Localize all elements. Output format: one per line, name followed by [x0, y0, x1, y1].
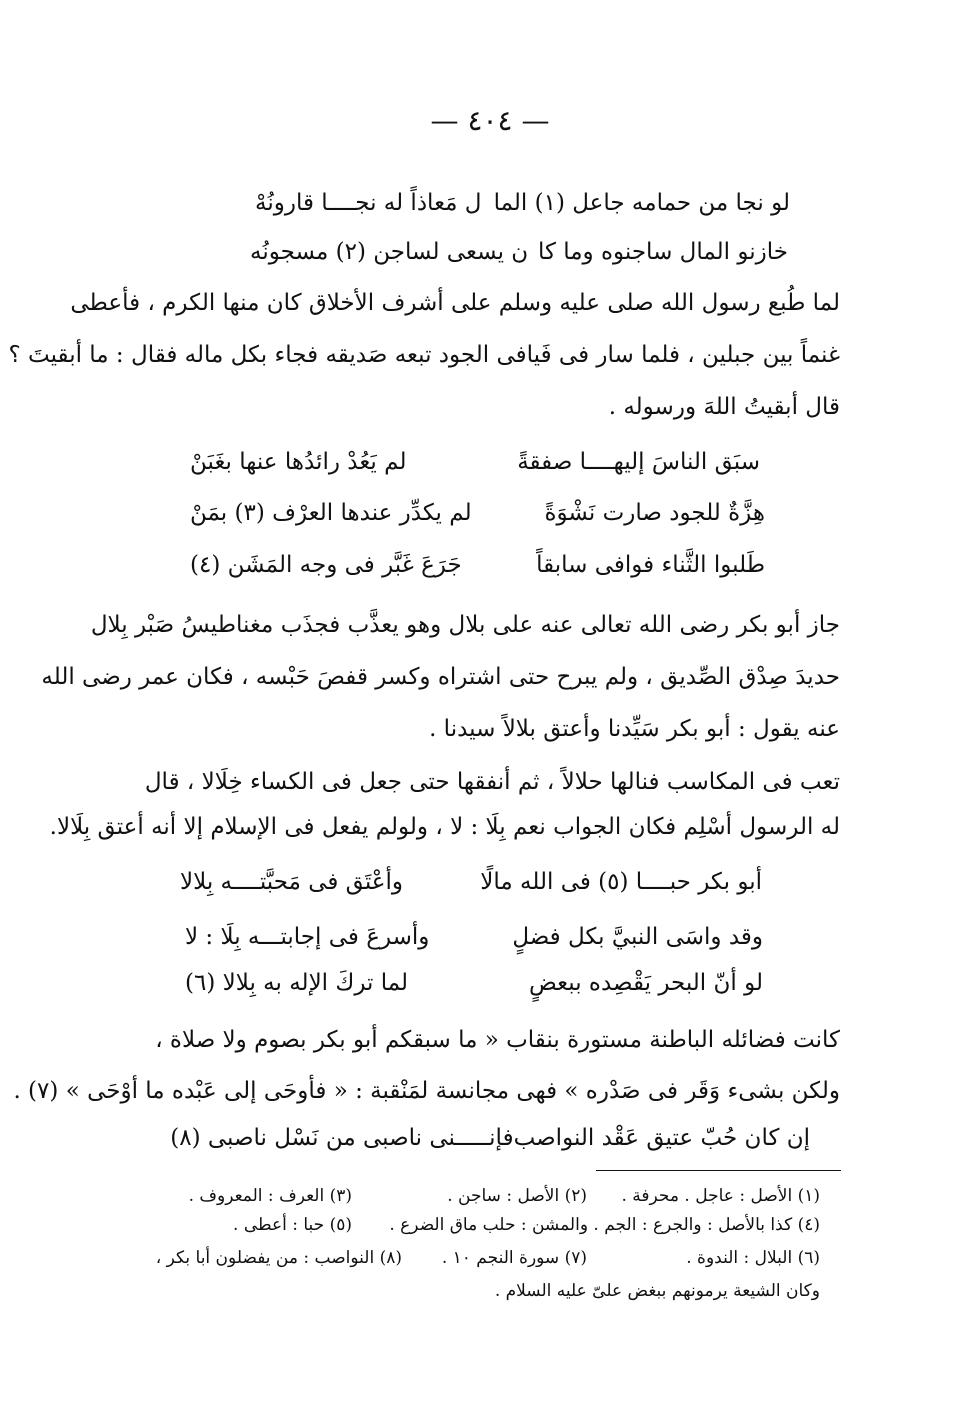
verse-line — [255, 183, 790, 223]
paragraph-line: ولكن بشىء وَقَر فى صَدْره » فهى مجانسة لمَنْقبة : « فأوحَى إلى عَبْده ما أوْحَى » (٧) . — [13, 1078, 840, 1104]
footnote: (٦) البلال : الندوة . — [686, 1248, 820, 1268]
paragraph-line: جاز أبو بكر رضى الله تعالى عنه على بلال وهو يعذَّب فجذَب مغناطيسُ صَبْر بِلال — [90, 612, 840, 638]
paragraph-line: كانت فضائله الباطنة مستورة بنقاب « ما سبقكم أبو بكر بصوم ولا صلاة ، — [155, 1027, 840, 1053]
footnote-divider — [596, 1170, 841, 1171]
footnote-continuation: وكان الشيعة يرمونهم ببغض علىّ عليه السلام . — [494, 1281, 820, 1301]
paragraph-line: لما طُبع رسول الله صلى عليه وسلم على أشرف الأخلاق كان منها الكرم ، فأعطى — [70, 290, 840, 316]
paragraph-line: قال أبقيتُ اللهَ ورسوله . — [608, 394, 840, 420]
verse-hemistich-right: خازنو المال ساجنوه وما كا — [537, 239, 788, 265]
verse-line — [185, 917, 763, 957]
verse-line — [185, 963, 763, 1003]
verse-line — [250, 232, 788, 272]
verse-line — [180, 862, 762, 902]
paragraph-line: حديدَ صِدْق الصِّديق ، ولم يبرح حتى اشتراه وكسر قفصَ حَبْسه ، فكان عمر رضى الله — [41, 664, 840, 690]
footnote: (٨) النواصب : من يفضلون أبا بكر ، — [155, 1248, 402, 1268]
verse-line — [190, 493, 765, 533]
paragraph-line: له الرسول أسْلِم فكان الجواب نعم بِلَا : لا ، ولولم يفعل فى الإسلام إلا أنه أعتق بِلَالا. — [49, 814, 840, 840]
verse-hemistich-left: جَرَعَ غَبَّر فى وجه المَشَن (٤) — [190, 552, 462, 578]
footnote: (٧) سورة النجم ١٠ . — [441, 1248, 587, 1268]
verse-hemistich-right: وقد واسَى النبيَّ بكل فضلٍ — [512, 924, 763, 950]
verse-line — [170, 1118, 810, 1158]
page-number: — ٤٠٤ — — [430, 104, 550, 137]
verse-hemistich-left: وأعْتَق فى مَحبَّتــــه بِلالا — [180, 869, 404, 895]
verse-hemistich-right: سبَق الناسَ إليهــــا صفقةً — [517, 449, 760, 475]
verse-hemistich-left: لم يكدِّر عندها العرْف (٣) بمَنْ — [190, 500, 472, 526]
verse-hemistich-right: لو أنّ البحر يَقْصِده ببعضٍ — [528, 970, 763, 996]
verse-hemistich-left: فإنـــــنى ناصبى من نَسْل ناصبى (٨) — [170, 1125, 514, 1151]
footnote: (٥) حبا : أعطى . — [233, 1215, 352, 1235]
verse-line — [190, 442, 760, 482]
verse-hemistich-right: طَلبوا الثَّناء فوافى سابقاً — [536, 552, 765, 578]
verse-hemistich-right: هِزَّةٌ للجود صارت نَشْوَةً — [544, 500, 765, 526]
verse-line — [190, 545, 765, 585]
verse-hemistich-left: وأسرعَ فى إجابتـــه بِلَا : لا — [185, 924, 430, 950]
verse-hemistich-right: أبو بكر حبــــا (٥) فى الله مالًا — [480, 869, 762, 895]
verse-hemistich-left: ن يسعى لساجن (٢) مسجونُه — [250, 239, 529, 265]
footnote: (٣) العرف : المعروف . — [188, 1186, 352, 1206]
footnote: (١) الأصل : عاجل . محرفة . — [621, 1186, 820, 1206]
verse-hemistich-left: لم يَعُدْ رائدُها عنها بغَبَنْ — [190, 449, 407, 475]
verse-hemistich-right: إن كان حُبّ عتيق عَقْد النواصب — [513, 1125, 810, 1151]
paragraph-line: غنماً بين جبلين ، فلما سار فى فَيافى الجود تبعه صَديقه فجاء بكل ماله فقال : ما أبقيتَ ؟ — [8, 342, 840, 368]
paragraph-line: عنه يقول : أبو بكر سَيِّدنا وأعتق بلالاً سيدنا . — [429, 716, 840, 742]
verse-hemistich-left: لما تركَ الإله به بِلالا (٦) — [185, 970, 409, 996]
footnote: (٤) كذا بالأصل : والجرع : الجم . والمشن : حلب ماق الضرع . — [389, 1215, 820, 1235]
verse-hemistich-left: ل مَعاذاً له نجــــا قارونُهْ — [255, 190, 482, 216]
verse-hemistich-right: لو نجا من حمامه جاعل (١) الما — [493, 190, 790, 216]
footnote: (٢) الأصل : ساجن . — [447, 1186, 587, 1206]
paragraph-line: تعب فى المكاسب فنالها حلالاً ، ثم أنفقها حتى جعل فى الكساء خِلَالا ، قال — [144, 769, 840, 795]
